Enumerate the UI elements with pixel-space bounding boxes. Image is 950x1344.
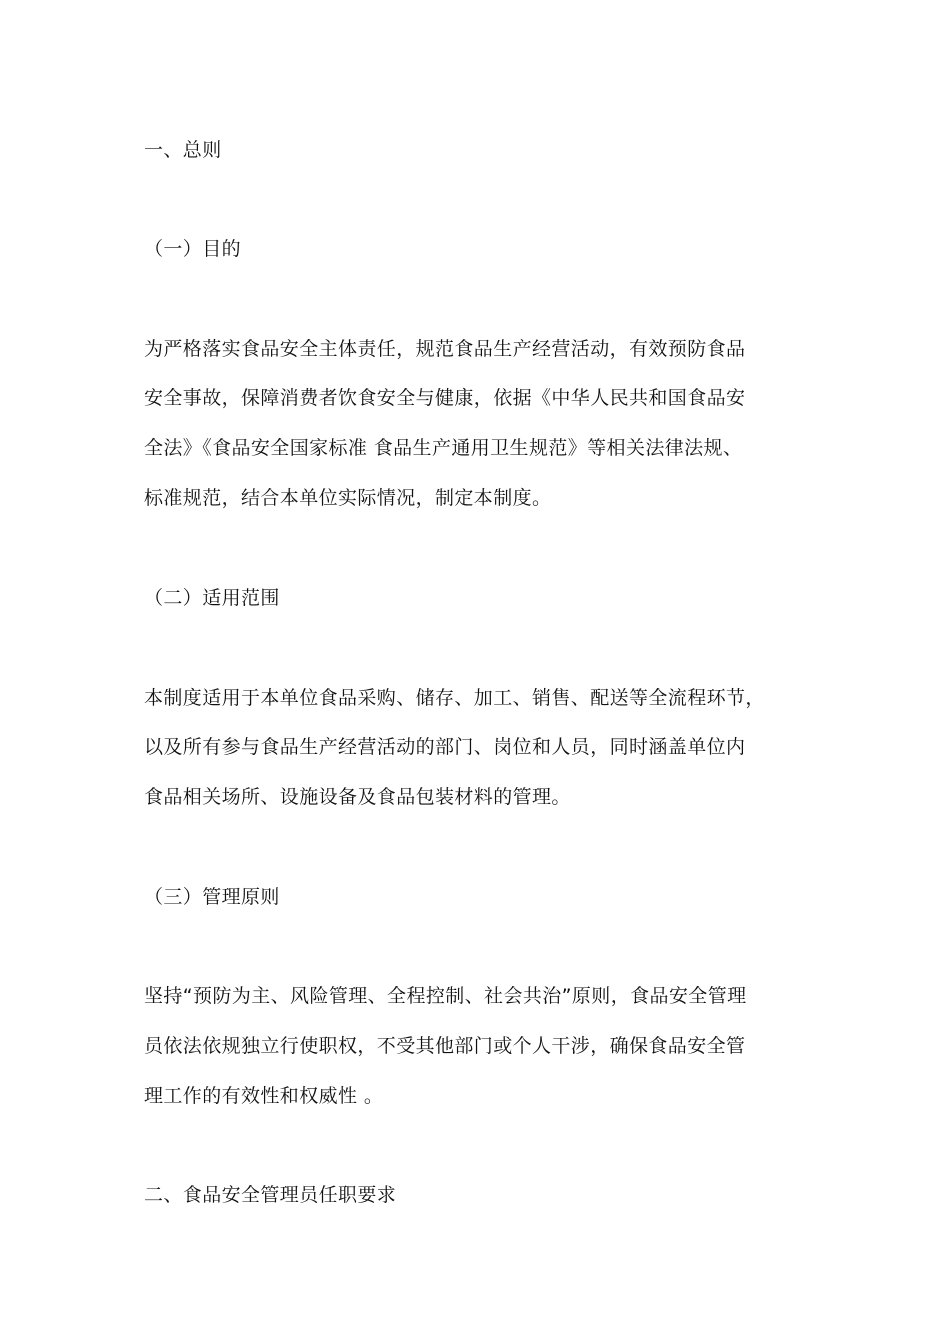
section-heading-requirements: 二、食品安全管理员任职要求 xyxy=(144,1184,397,1206)
section-heading-general: 一、总则 xyxy=(144,139,222,161)
paragraph-line: 员依法依规独立行使职权，不受其他部门或个人干涉，确保食品安全管 xyxy=(144,1035,746,1057)
paragraph-line: 全法》《食品安全国家标准 食品生产通用卫生规范》等相关法律法规、 xyxy=(144,437,743,459)
paragraph-line: 安全事故，保障消费者饮食安全与健康，依据《中华人民共和国食品安 xyxy=(144,387,746,409)
paragraph-line: 以及所有参与食品生产经营活动的部门、岗位和人员，同时涵盖单位内 xyxy=(144,736,746,758)
subsection-heading-scope: （二）适用范围 xyxy=(144,587,280,609)
subsection-heading-purpose: （一）目的 xyxy=(144,238,242,260)
paragraph-line: 本制度适用于本单位食品采购、储存、加工、销售、配送等全流程环节， xyxy=(144,687,765,709)
paragraph-line: 标准规范，结合本单位实际情况，制定本制度。 xyxy=(144,487,552,509)
paragraph-line: 坚持“预防为主、风险管理、全程控制、社会共治”原则，食品安全管理 xyxy=(144,985,747,1007)
paragraph-line: 为严格落实食品安全主体责任，规范食品生产经营活动，有效预防食品 xyxy=(144,338,746,360)
paragraph-line: 理工作的有效性和权威性 。 xyxy=(144,1085,384,1107)
subsection-heading-principles: （三）管理原则 xyxy=(144,886,280,908)
paragraph-line: 食品相关场所、设施设备及食品包装材料的管理。 xyxy=(144,786,571,808)
